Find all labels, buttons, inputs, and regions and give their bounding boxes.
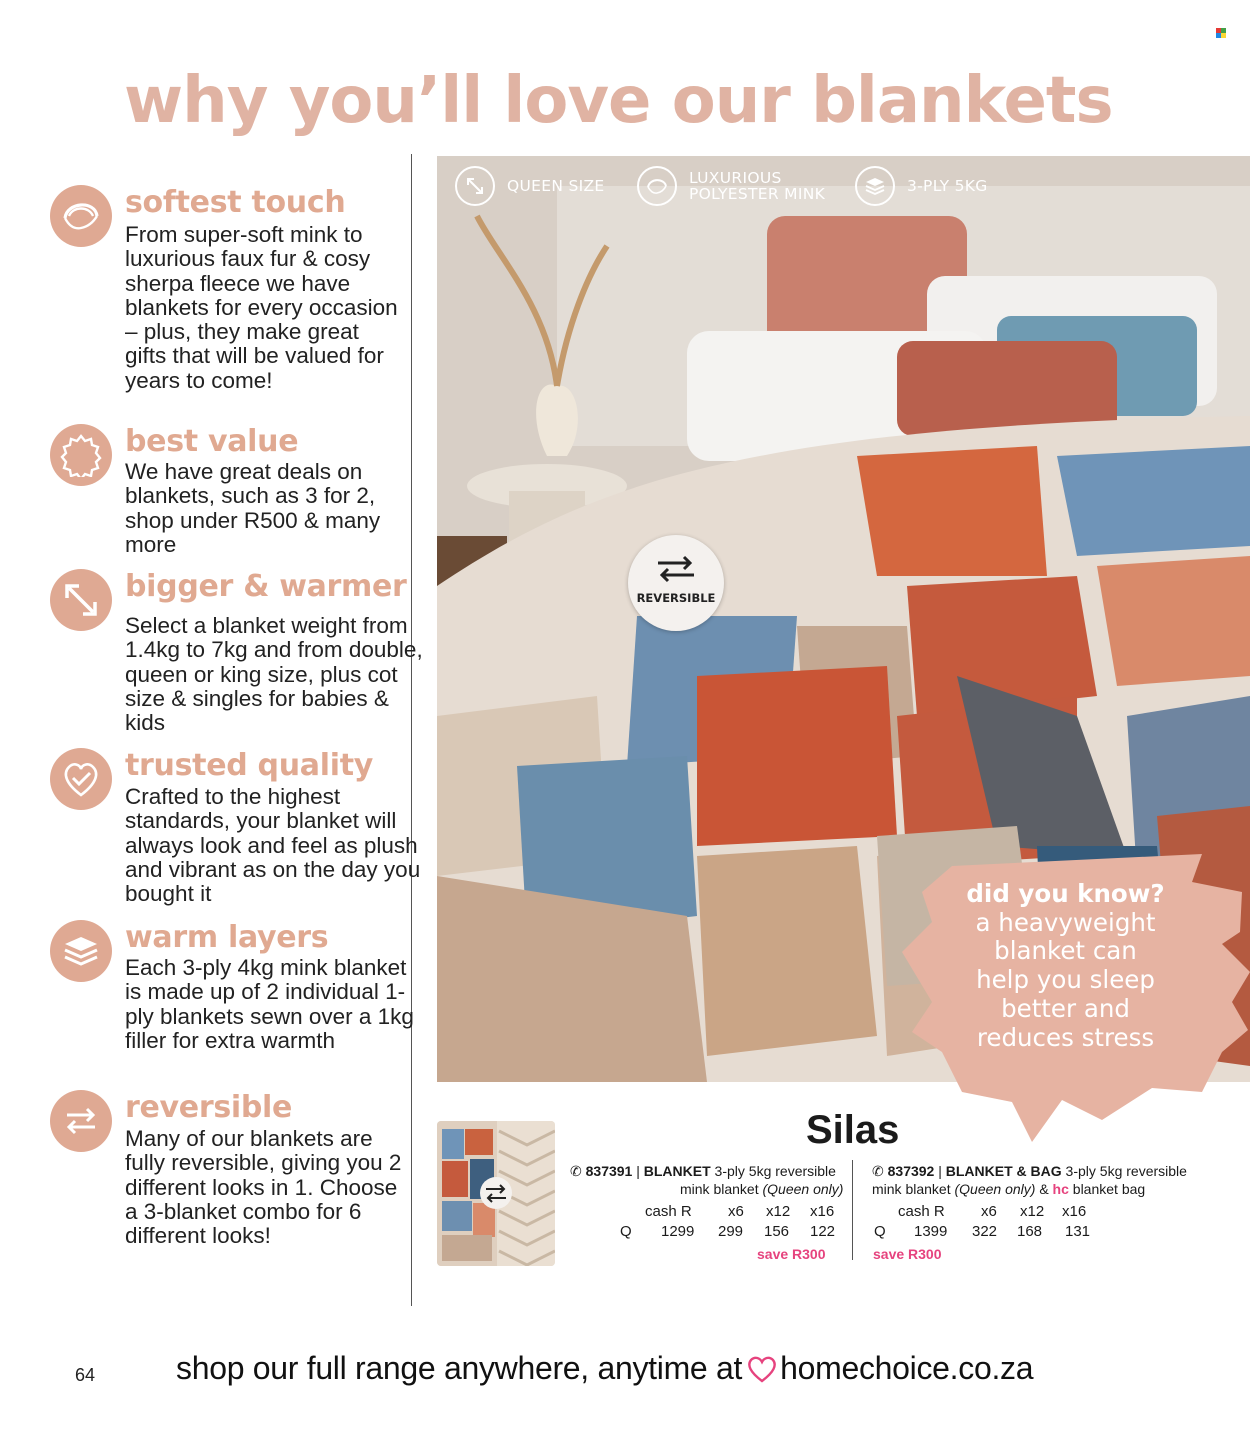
page-title: why you’ll love our blankets bbox=[124, 64, 1113, 138]
price-x12: 156 bbox=[764, 1223, 790, 1240]
product-item-name: BLANKET & BAG bbox=[945, 1163, 1062, 1179]
price-x6: 322 bbox=[972, 1223, 998, 1240]
price-header: cash R bbox=[898, 1203, 945, 1220]
price-cash: 1399 bbox=[914, 1223, 948, 1240]
price-header: x16 bbox=[810, 1203, 835, 1220]
product-desc: 3-ply 5kg reversible bbox=[714, 1163, 836, 1179]
product-name: Silas bbox=[806, 1108, 900, 1152]
product-amp: & bbox=[1039, 1181, 1049, 1197]
reversible-arrows-icon bbox=[50, 1090, 112, 1152]
feature-text: Select a blanket weight from 1.4kg to 7kg and from double, queen or king size, plus cot size & singles for babies & kids bbox=[125, 613, 423, 736]
reversible-badge-label: REVERSIBLE bbox=[636, 591, 716, 605]
product-divider bbox=[852, 1160, 853, 1260]
footer-cta bbox=[176, 1350, 1033, 1391]
badge-label: QUEEN SIZE bbox=[507, 177, 605, 195]
feature-text: From super-soft mink to luxurious faux fur & cosy sherpa fleece we have blankets for every occasion – plus, they make great gifts that will be valued for years to come! bbox=[125, 222, 398, 393]
save-amount: save R300 bbox=[873, 1246, 942, 1262]
price-header: x12 bbox=[766, 1203, 791, 1220]
price-row-label: Q bbox=[874, 1223, 886, 1240]
feature-title: best value bbox=[125, 424, 299, 459]
price-x6: 299 bbox=[718, 1223, 744, 1240]
did-you-know-line: reduces stress bbox=[976, 1022, 1155, 1052]
product-note: (Queen only) bbox=[762, 1181, 844, 1197]
product-desc: 3-ply 5kg reversible bbox=[1065, 1163, 1187, 1179]
product-desc-line2: mink blanket bbox=[680, 1181, 759, 1197]
phone-order-icon: ✆ bbox=[570, 1163, 582, 1179]
badge-3-ply bbox=[855, 164, 988, 208]
size-arrows-icon bbox=[455, 166, 495, 206]
price-header: cash R bbox=[645, 1203, 692, 1220]
ply-layers-icon bbox=[855, 166, 895, 206]
brand-logo: hc bbox=[1052, 1181, 1069, 1197]
feature-text: Each 3-ply 4kg mink blanket is made up of 2 individual 1-ply blankets sewn over a 1kg filler for extra warmth bbox=[125, 955, 414, 1053]
did-you-know-title: did you know? bbox=[966, 879, 1165, 908]
did-you-know-line: a heavyweight bbox=[975, 907, 1156, 937]
price-x12: 168 bbox=[1017, 1223, 1043, 1240]
save-amount: save R300 bbox=[757, 1246, 826, 1262]
product-code: 837392 bbox=[887, 1163, 935, 1179]
page-number: 64 bbox=[75, 1365, 96, 1385]
footer-prefix: shop our full range anywhere, anytime at bbox=[176, 1350, 743, 1386]
product-desc-tail: blanket bag bbox=[1072, 1181, 1146, 1197]
badge-label: 3-PLY 5KG bbox=[907, 177, 988, 195]
reversible-arrows-icon bbox=[654, 553, 698, 583]
product-desc-line2: mink blanket bbox=[872, 1181, 951, 1197]
badge-label-line2: POLYESTER MINK bbox=[689, 185, 826, 203]
product-code: 837391 bbox=[585, 1163, 633, 1179]
reversible-badge bbox=[628, 535, 724, 631]
price-header: x6 bbox=[728, 1203, 744, 1220]
price-header: x12 bbox=[1020, 1203, 1045, 1220]
product-thumbnail bbox=[437, 1121, 555, 1266]
badge-polyester-mink bbox=[637, 164, 825, 208]
product-note: (Queen only) bbox=[954, 1181, 1036, 1197]
feature-text: We have great deals on blankets, such as 3 for 2, shop under R500 & many more bbox=[125, 459, 381, 557]
brand-corner-mark bbox=[1216, 28, 1226, 38]
product-item-name: BLANKET bbox=[643, 1163, 711, 1179]
feature-text: Crafted to the highest standards, your blanket will always look and feel as plush and vibrant as on the day you bought it bbox=[125, 784, 421, 907]
badge-queen-size bbox=[455, 164, 604, 208]
mink-swirl-icon bbox=[637, 166, 677, 206]
diagonal-arrows-icon bbox=[50, 569, 112, 631]
price-header: x16 bbox=[1062, 1203, 1087, 1220]
layers-icon bbox=[50, 920, 112, 982]
feature-title: reversible bbox=[125, 1090, 293, 1125]
did-you-know-text bbox=[948, 880, 1183, 1052]
price-header: x6 bbox=[981, 1203, 997, 1220]
feature-title: bigger & warmer bbox=[125, 569, 407, 604]
did-you-know-line: better and bbox=[1001, 993, 1130, 1023]
price-row-label: Q bbox=[620, 1223, 632, 1240]
did-you-know-line: help you sleep bbox=[976, 965, 1155, 995]
feature-title: warm layers bbox=[125, 920, 329, 955]
phone-order-icon: ✆ bbox=[872, 1163, 884, 1179]
badge-label bbox=[689, 170, 825, 202]
heart-check-icon bbox=[50, 748, 112, 810]
did-you-know-line: blanket can bbox=[994, 936, 1137, 966]
price-x16: 122 bbox=[810, 1223, 836, 1240]
footer-site-link[interactable]: homechoice.co.za bbox=[780, 1350, 1034, 1386]
value-seal-icon bbox=[50, 424, 112, 486]
heart-icon bbox=[746, 1354, 778, 1391]
product-item-2-description: ✆ 837392 | BLANKET & BAG 3-ply 5kg reversible mink blanket (Queen only) & hc blanket bag bbox=[872, 1163, 1187, 1197]
fur-swirl-icon bbox=[50, 185, 112, 247]
product-item-1-description: ✆ 837391 | BLANKET 3-ply 5kg reversible mink blanket (Queen only) bbox=[570, 1163, 844, 1197]
feature-title: trusted quality bbox=[125, 748, 373, 783]
price-cash: 1299 bbox=[661, 1223, 695, 1240]
feature-title: softest touch bbox=[125, 185, 346, 220]
price-x16: 131 bbox=[1065, 1223, 1091, 1240]
photo-badges bbox=[437, 164, 1250, 222]
badge-label-line1: LUXURIOUS bbox=[689, 169, 782, 187]
feature-text: Many of our blankets are fully reversible, giving you 2 different looks in 1. Choose a 3-blanket combo for 6 different looks! bbox=[125, 1126, 402, 1249]
